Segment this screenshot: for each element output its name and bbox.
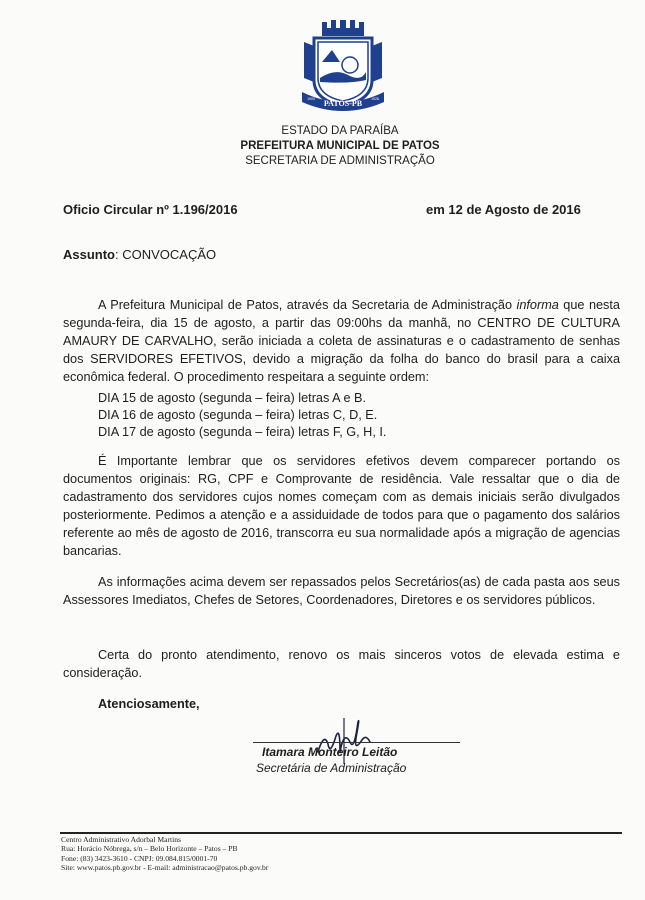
schedule-item: DIA 16 de agosto (segunda – feira) letras C, D, E. [98,408,378,422]
paragraph-closing-text: Certa do pronto atendimento, renovo os mais sinceros votos de elevada estima e consideração. [63,648,620,680]
footer-address [61,835,268,873]
subject-label: Assunto [63,247,115,262]
closing-greeting: Atenciosamente, [98,697,200,711]
document-number: Oficio Circular nº 1.196/2016 [63,202,238,217]
crest-banner-text: PATOS-PB [323,99,363,108]
paragraph-closing [63,646,620,682]
paragraph-announcement [63,296,620,386]
signer-role: Secretária de Administração [256,761,407,775]
footer-divider [60,832,622,834]
state-name: ESTADO DA PARAÍBA [281,125,399,137]
department-name: SECRETARIA DE ADMINISTRAÇÃO [245,155,435,167]
footer-line: Rua: Horácio Nóbrega, s/n – Belo Horizonte – Patos – PB [61,844,238,854]
paragraph-announcement-part2: que nesta segunda-feira, dia 15 de agosto, a partir das 09:00hs da manhã, no CENTRO DE CULTURA AMAURY DE CARVALHO, serão iniciada a coleta de assinaturas e o cadastramento de senhas dos SERVIDORES EFETIVOS, devido a migração da folha do banco do brasil para a caixa econômica federal. O procedimento respeitara a seguinte ordem: [63,298,620,384]
paragraph-forwarding [63,573,620,609]
footer-line: Site: www.patos.pb.gov.br - E-mail: administracao@patos.pb.gov.br [61,863,269,873]
schedule-item: DIA 15 de agosto (segunda – feira) letras A e B. [98,391,367,405]
crest-year-left: 1903 [307,97,315,101]
crest-year-right: 1928 [371,97,379,101]
city-crest-logo [300,20,386,116]
subject-value: : CONVOCAÇÃO [115,247,217,262]
city-hall-name: PREFEITURA MUNICIPAL DE PATOS [240,140,440,152]
signer-name: Itamara Monteiro Leitão [262,745,398,759]
paragraph-announcement-part1: A Prefeitura Municipal de Patos, através da Secretaria de Administração [98,298,517,312]
document-date: em 12 de Agosto de 2016 [426,202,581,217]
letterhead-text [200,124,480,169]
paragraph-documents-text: É Importante lembrar que os servidores efetivos devem comparecer portando os documentos originais: RG, CPF e Comprovante de residência. Vale ressaltar que o dia de cadastramento dos servidores cujos nomes começam com as demais iniciais serão divulgados posteriormente. Pedimos a atenção e a assiduidade de todos para que o pagamento dos salários referente ao mês de agosto de 2016, transcorra eu sua normalidade após a migração de agencias bancarias. [63,454,620,558]
subject-line [63,247,216,262]
paragraph-announcement-emphasis: informa [516,298,559,312]
schedule-list [98,390,386,441]
footer-line: Centro Administrativo Adorbal Martins [61,835,182,844]
footer-line: Fone: (83) 3423-3610 - CNPJ: 09.084.815/0001-70 [61,853,218,863]
signature-line [253,742,460,743]
paragraph-documents [63,452,620,560]
schedule-item: DIA 17 de agosto (segunda – feira) letras F, G, H, I. [98,425,387,439]
paragraph-forwarding-text: As informações acima devem ser repassados pelos Secretários(as) de cada pasta aos seus Assessores Imediatos, Chefes de Setores, Coordenadores, Diretores e os servidores públicos. [63,575,620,607]
